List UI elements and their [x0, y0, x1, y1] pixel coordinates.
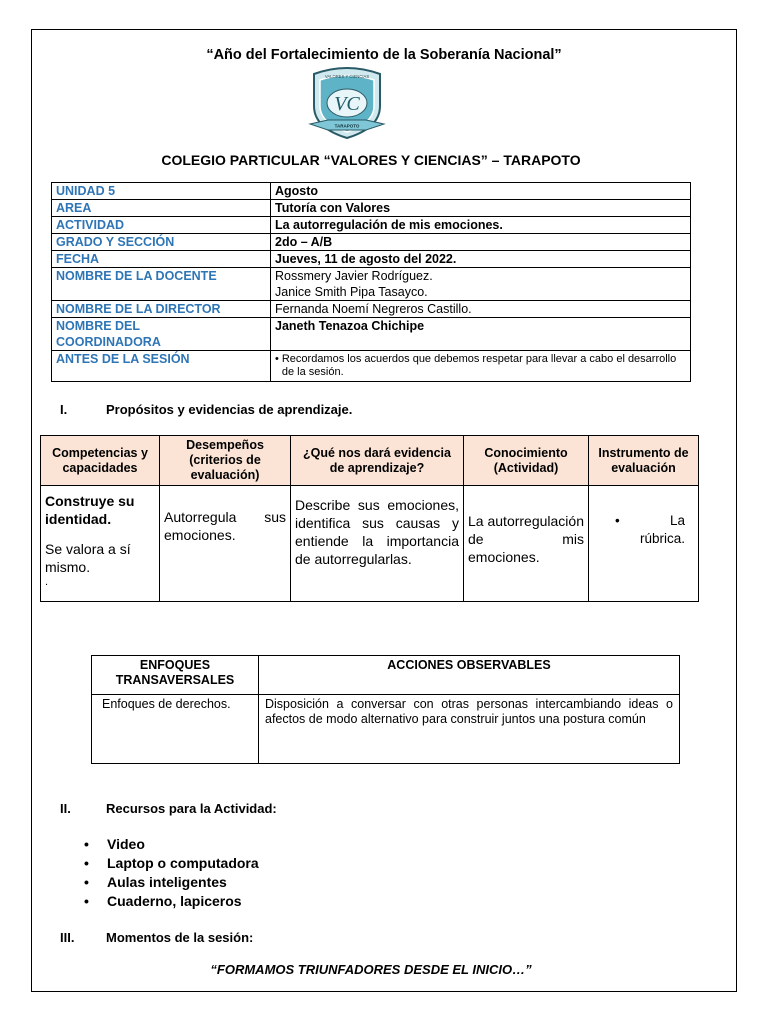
value-actividad: La autorregulación de mis emociones. [271, 217, 691, 234]
label-coordinadora-line-2: COORDINADORA [56, 335, 161, 349]
enfoques-table [91, 655, 680, 764]
logo-top-text: VALORES Y CIENCIAS [324, 74, 370, 79]
resource-video: Video [107, 836, 145, 852]
header-conocimiento: Conocimiento (Actividad) [464, 436, 589, 486]
list-item [84, 873, 259, 892]
header-desempenos: Desempeños (criterios de evaluación) [160, 436, 291, 486]
value-fecha: Jueves, 11 de agosto del 2022. [271, 251, 691, 268]
header-evidencia: ¿Qué nos dará evidencia de aprendizaje? [291, 436, 464, 486]
competencias-row [41, 486, 699, 602]
list-item [84, 892, 259, 911]
resource-laptop: Laptop o computadora [107, 855, 259, 871]
instrumento-bullet-icon: • [615, 513, 620, 528]
capacidad-text: Se valora a sí mismo. [45, 541, 131, 575]
info-row-coordinadora [52, 318, 691, 351]
label-actividad: ACTIVIDAD [52, 217, 271, 234]
header-competencias: Competencias y capacidades [41, 436, 160, 486]
value-director: Fernanda Noemí Negreros Castillo. [271, 301, 691, 318]
label-coordinadora-line-1: NOMBRE DEL [56, 319, 141, 333]
info-row-area [52, 200, 691, 217]
value-docente [271, 268, 691, 301]
cell-evidencia: Describe sus emociones, identifica sus causas y entiende la importancia de autorregularlas. [291, 486, 464, 602]
cell-accion: Disposición a conversar con otras personas intercambiando ideas o afectos de modo alternativo para construir juntos una postura común [259, 695, 680, 764]
docente-name-2: Janice Smith Pipa Tasayco. [275, 285, 428, 299]
section-1-heading [60, 402, 352, 417]
capacidad-dot: . [45, 576, 49, 588]
value-coordinadora: Janeth Tenazoa Chichipe [271, 318, 691, 351]
info-row-unidad [52, 183, 691, 200]
section-1-title: Propósitos y evidencias de aprendizaje. [106, 402, 353, 417]
bullet-icon: • [84, 893, 89, 909]
cell-instrumento [589, 486, 699, 602]
section-2-title: Recursos para la Actividad: [106, 801, 277, 816]
competencia-title: Construye su identidad. [45, 493, 135, 527]
label-docente: NOMBRE DE LA DOCENTE [52, 268, 271, 301]
value-grado: 2do – A/B [271, 234, 691, 251]
value-antes [271, 351, 691, 382]
school-logo [306, 66, 388, 142]
year-title: “Año del Fortalecimiento de la Soberanía Nacional” [206, 47, 562, 63]
competencias-table [40, 435, 699, 602]
section-3-heading [60, 930, 253, 945]
logo-ribbon-text: TARAPOTO [334, 123, 360, 129]
label-antes: ANTES DE LA SESIÓN [52, 351, 271, 382]
info-row-fecha [52, 251, 691, 268]
label-coordinadora [52, 318, 271, 351]
info-row-docente [52, 268, 691, 301]
info-row-actividad [52, 217, 691, 234]
session-info-table [51, 182, 691, 382]
enfoques-row [92, 695, 680, 764]
competencias-header-row [41, 436, 699, 486]
header-instrumento: Instrumento de evaluación [589, 436, 699, 486]
value-unidad: Agosto [271, 183, 691, 200]
bullet-icon: • [84, 855, 89, 871]
resources-list [84, 835, 259, 911]
section-2-number: II. [60, 801, 71, 816]
resource-cuaderno: Cuaderno, lapiceros [107, 893, 242, 909]
section-2-heading [60, 801, 277, 816]
value-area: Tutoría con Valores [271, 200, 691, 217]
cell-enfoque: Enfoques de derechos. [92, 695, 259, 764]
school-name: COLEGIO PARTICULAR “VALORES Y CIENCIAS” – TARAPOTO [161, 152, 581, 168]
label-grado: GRADO Y SECCIÓN [52, 234, 271, 251]
list-item [84, 835, 259, 854]
section-3-title: Momentos de la sesión: [106, 930, 254, 945]
section-1-number: I. [60, 402, 68, 417]
label-fecha: FECHA [52, 251, 271, 268]
bullet-icon: • [84, 836, 89, 852]
info-row-antes [52, 351, 691, 382]
label-unidad: UNIDAD 5 [52, 183, 271, 200]
info-row-grado [52, 234, 691, 251]
antes-text: Recordamos los acuerdos que debemos respetar para llevar a cabo el desarrollo de la sesión. [281, 353, 677, 378]
resource-aulas: Aulas inteligentes [107, 874, 227, 890]
logo-monogram: VC [334, 93, 360, 115]
enfoques-header-row [92, 656, 680, 695]
info-row-director [52, 301, 691, 318]
header-acciones: ACCIONES OBSERVABLES [259, 656, 680, 695]
section-3-number: III. [60, 930, 75, 945]
bullet-icon: • [84, 874, 89, 890]
cell-competencia [41, 486, 160, 602]
bullet-icon: • [275, 353, 279, 365]
docente-name-1: Rossmery Javier Rodríguez. [275, 269, 433, 283]
header-enfoques: ENFOQUES TRANSAVERSALES [92, 656, 259, 695]
label-director: NOMBRE DE LA DIRECTOR [52, 301, 271, 318]
slogan: “FORMAMOS TRIUNFADORES DESDE EL INICIO…” [210, 962, 532, 977]
instrumento-text: La rúbrica. [639, 513, 685, 546]
cell-desempeno: Autorregula sus emociones. [160, 486, 291, 602]
label-area: AREA [52, 200, 271, 217]
cell-conocimiento: La autorregulación de mis emociones. [464, 486, 589, 602]
list-item [84, 854, 259, 873]
